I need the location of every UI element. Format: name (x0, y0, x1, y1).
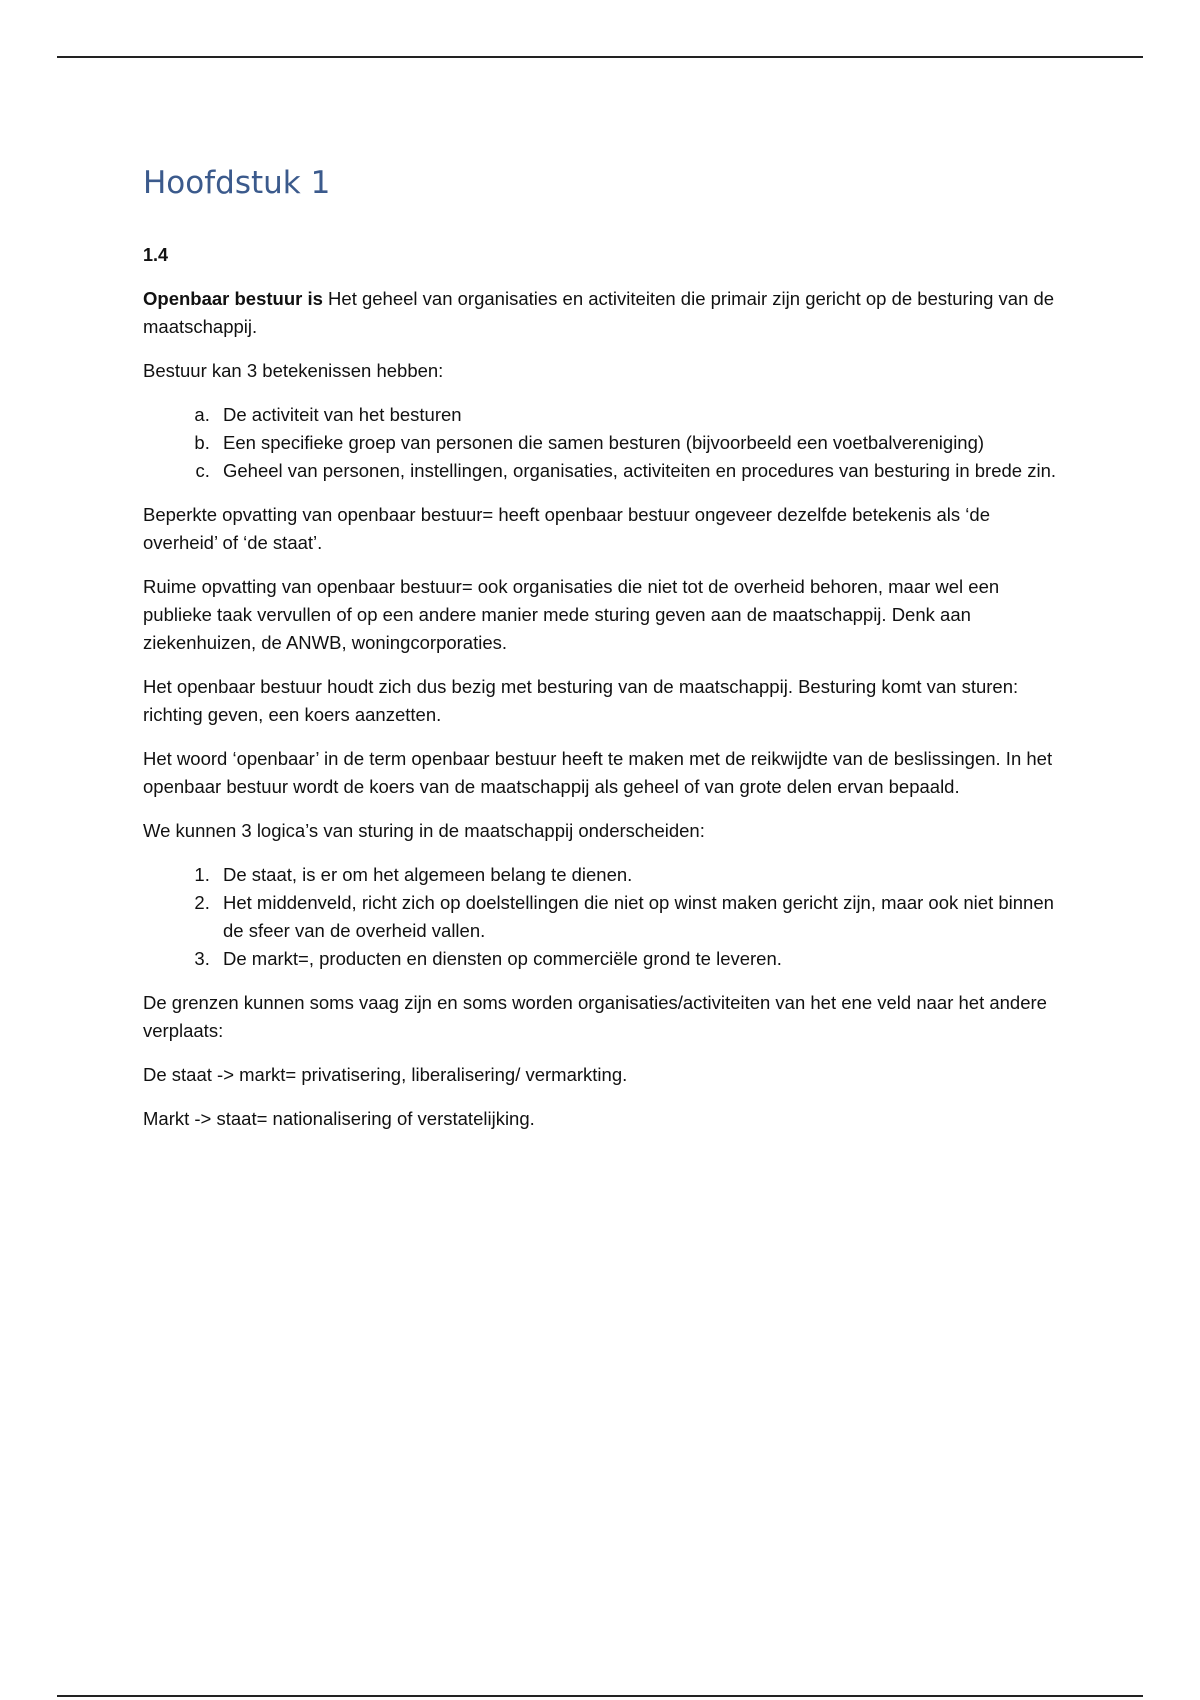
list-item: 1. De staat, is er om het algemeen belang te dienen. (215, 861, 1063, 889)
paragraph: Beperkte opvatting van openbaar bestuur= heeft openbaar bestuur ongeveer dezelfde betekenis als ‘de overheid’ of ‘de staat’. (143, 504, 990, 553)
list-item: 2. Het middenveld, richt zich op doelstellingen die niet op winst maken gericht zijn, maar ook niet binnen de sfeer van de overheid vallen. (215, 889, 1063, 945)
list-item: a. De activiteit van het besturen (215, 401, 1063, 429)
paragraph: De grenzen kunnen soms vaag zijn en soms worden organisaties/activiteiten van het ene veld naar het andere verplaats: (143, 992, 1047, 1041)
list-item: b. Een specifieke groep van personen die samen besturen (bijvoorbeeld een voetbalvereniging) (215, 429, 1063, 457)
definition-text: Het geheel van organisaties en activiteiten die primair zijn gericht op de besturing van de maatschappij. (143, 288, 1055, 337)
list-item: 3. De markt=, producten en diensten op commerciële grond te leveren. (215, 945, 1063, 973)
chapter-heading: Hoofdstuk 1 (143, 165, 331, 201)
logics-list (143, 861, 1063, 973)
list-item: c. Geheel van personen, instellingen, organisaties, activiteiten en procedures van besturing in brede zin. (215, 457, 1063, 485)
header-rule (57, 56, 1143, 58)
meanings-list (143, 401, 1063, 485)
document-body (143, 163, 1063, 1149)
definition-term: Openbaar bestuur is (143, 288, 323, 309)
section-number: 1.4 (143, 245, 169, 265)
paragraph: Het woord ‘openbaar’ in de term openbaar bestuur heeft te maken met de reikwijdte van de beslissingen. In het openbaar bestuur wordt de koers van de maatschappij als geheel of van grote delen ervan bepaald. (143, 748, 1053, 797)
meanings-intro: Bestuur kan 3 betekenissen hebben: (143, 360, 444, 381)
paragraph: Ruime opvatting van openbaar bestuur= ook organisaties die niet tot de overheid behoren, maar wel een publieke taak vervullen of op een andere manier mede sturing geven aan de maatschappij. Denk aan ziekenhuizen, de ANWB, woningcorporaties. (143, 576, 1000, 653)
paragraph: De staat -> markt= privatisering, liberalisering/ vermarkting. (143, 1064, 628, 1085)
logics-intro: We kunnen 3 logica’s van sturing in de maatschappij onderscheiden: (143, 820, 705, 841)
footer-rule (57, 1695, 1143, 1697)
paragraph: Markt -> staat= nationalisering of verstatelijking. (143, 1108, 535, 1129)
definition-paragraph (143, 285, 1063, 341)
paragraph: Het openbaar bestuur houdt zich dus bezig met besturing van de maatschappij. Besturing komt van sturen: richting geven, een koers aanzetten. (143, 676, 1019, 725)
